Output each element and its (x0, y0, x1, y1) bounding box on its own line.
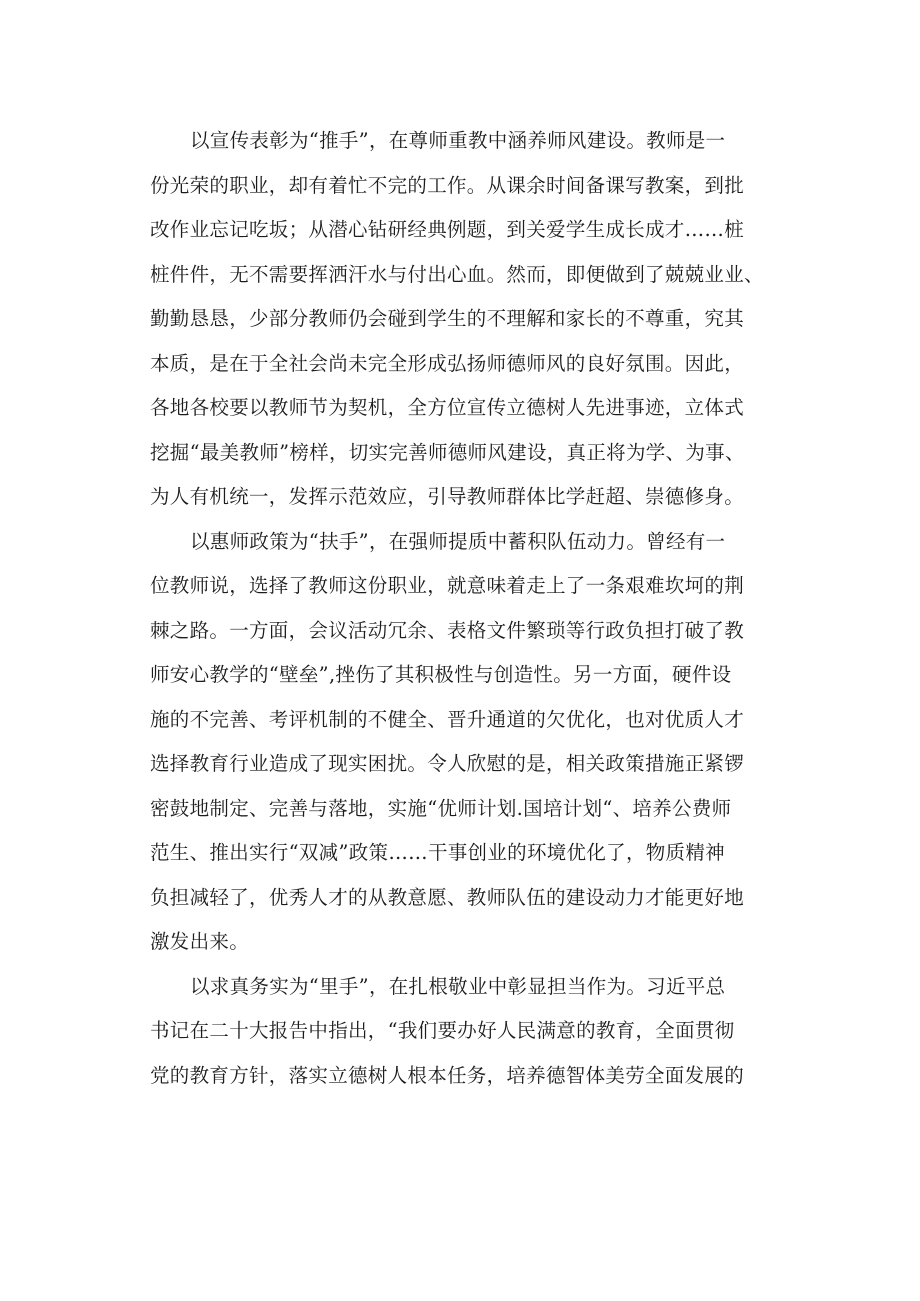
paragraph-1-line-2: 份光荣的职业，却有着忙不完的工作。从课余时间备课写教案，到批 (150, 173, 745, 197)
paragraph-1-line-7: 各地各校要以教师节为契机，全方位宣传立德树人先进事迹，立体式 (150, 396, 745, 419)
paragraph-2-line-6: 选择教育行业造成了现实困扰。令人欣慰的是，相关政策措施正紧锣 (150, 752, 745, 775)
paragraph-3-line-1: 以求真务实为“里手”，在扎根敬业中彰显担当作为。习近平总 (190, 974, 726, 998)
paragraph-2-line-4: 师安心教学的“壁垒”,挫伤了其积极性与创造性。另一方面，硬件设 (150, 663, 732, 686)
paragraph-2-line-10: 激发出来。 (150, 930, 250, 953)
paragraph-1-line-6: 本质，是在于全社会尚未完全形成弘扬师德师风的良好氛围。因此， (150, 351, 745, 375)
paragraph-2-line-8: 范生、推出实行“双减”政策……干事创业的环境优化了，物质精神 (150, 841, 725, 864)
paragraph-1-line-9: 为人有机统一，发挥示范效应，引导教师群体比学赶超、崇德修身。 (150, 485, 745, 508)
paragraph-2-line-7: 密鼓地制定、完善与落地，实施“优师计划.国培计划“、培养公费师 (150, 796, 732, 820)
paragraph-1-line-8: 挖掘“最美教师”榜样，切实完善师德师风建设，真正将为学、为事、 (150, 440, 745, 464)
paragraph-3-line-2: 书记在二十大报告中指出，“我们要办好人民满意的教育，全面贯彻 (150, 1019, 735, 1042)
paragraph-1-line-4: 桩件件，无不需要挥洒汗水与付出心血。然而，即便做到了兢兢业业、 (150, 262, 764, 286)
paragraph-2-line-2: 位教师说，选择了教师这份职业，就意味着走上了一条艰难坎坷的荆 (150, 574, 745, 597)
paragraph-1-line-5: 勤勤恳恳，少部分教师仍会碰到学生的不理解和家长的不尊重，究其 (150, 307, 745, 330)
paragraph-3-line-3: 党的教育方针，落实立德树人根本任务，培养德智体美劳全面发展的 (150, 1063, 745, 1087)
paragraph-1-line-1: 以宣传表彰为“推手”，在尊师重教中涵养师风建设。教师是一 (190, 129, 726, 152)
paragraph-2-line-9: 负担减轻了，优秀人才的从教意愿、教师队伍的建设动力才能更好地 (150, 885, 745, 909)
paragraph-1-line-3: 改作业忘记吃坂；从潜心钻研经典例题，到关爱学生成长成才……桩 (150, 218, 745, 241)
article-body (150, 119, 800, 1098)
paragraph-2-line-3: 棘之路。一方面，会议活动冗余、表格文件繁琐等行政负担打破了教 (150, 618, 745, 642)
paragraph-2-line-5: 施的不完善、考评机制的不健全、晋升通道的欠优化，也对优质人才 (150, 707, 745, 731)
paragraph-2-line-1: 以惠师政策为“扶手”，在强师提质中蓄积队伍动力。曾经有一 (190, 529, 726, 553)
